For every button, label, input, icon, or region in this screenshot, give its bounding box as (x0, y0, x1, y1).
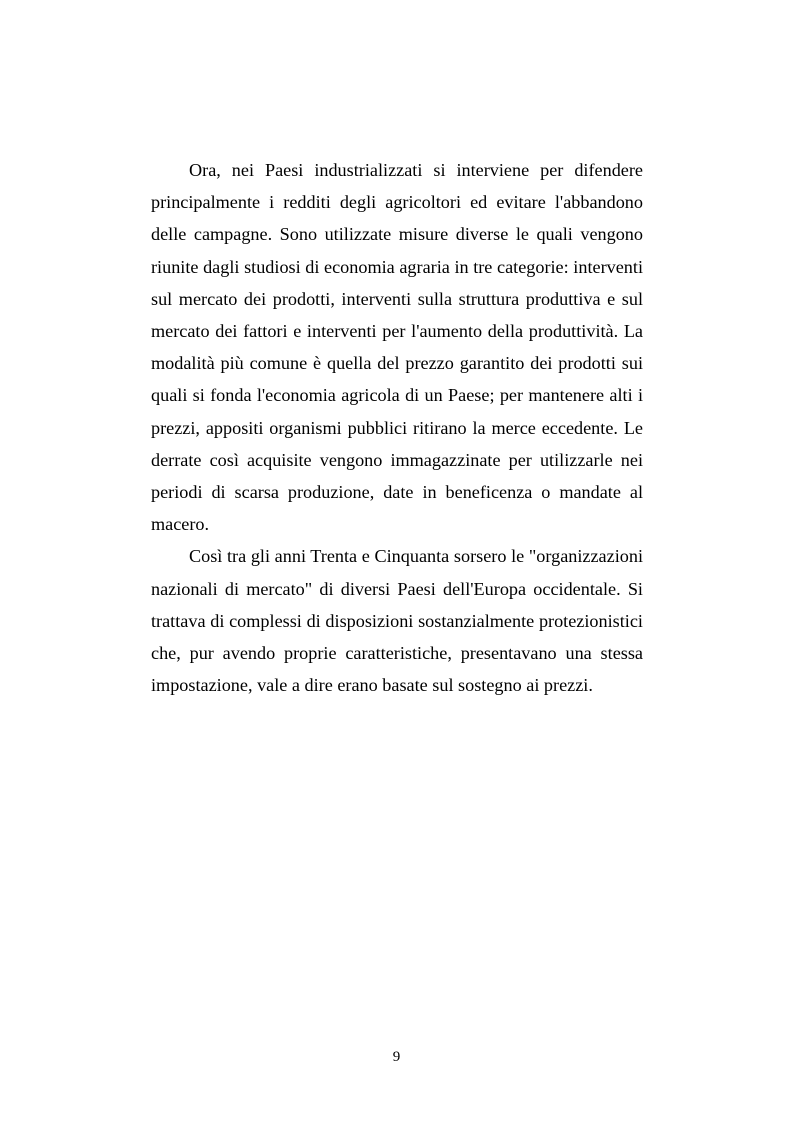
page-number: 9 (392, 1049, 401, 1065)
paragraph-1: Ora, nei Paesi industrializzati si interviene per difendere principalmente i redditi degli agricoltori ed evitare l'abbandono delle campagne. Sono utilizzate misure diverse le quali vengono riunite dagli studiosi di economia agraria in tre categorie: interventi sul mercato dei prodotti, interventi sulla struttura produttiva e sul mercato dei fattori e interventi per l'aumento della produttività. La modalità più comune è quella del prezzo garantito dei prodotti sui quali si fonda l'economia agricola di un Paese; per mantenere alti i prezzi, appositi organismi pubblici ritirano la merce eccedente. Le derrate così acquisite vengono immagazzinate per utilizzarle nei periodi di scarsa produzione, date in beneficenza o mandate al macero. (151, 160, 643, 535)
body-text (151, 154, 643, 701)
paragraph-2: Così tra gli anni Trenta e Cinquanta sorsero le "organizzazioni nazionali di mercato" di diversi Paesi dell'Europa occidentale. Si trattava di complessi di disposizioni sostanzialmente protezionistici che, pur avendo proprie caratteristiche, presentavano una stessa impostazione, vale a dire erano basate sul sostegno ai prezzi. (151, 546, 643, 696)
